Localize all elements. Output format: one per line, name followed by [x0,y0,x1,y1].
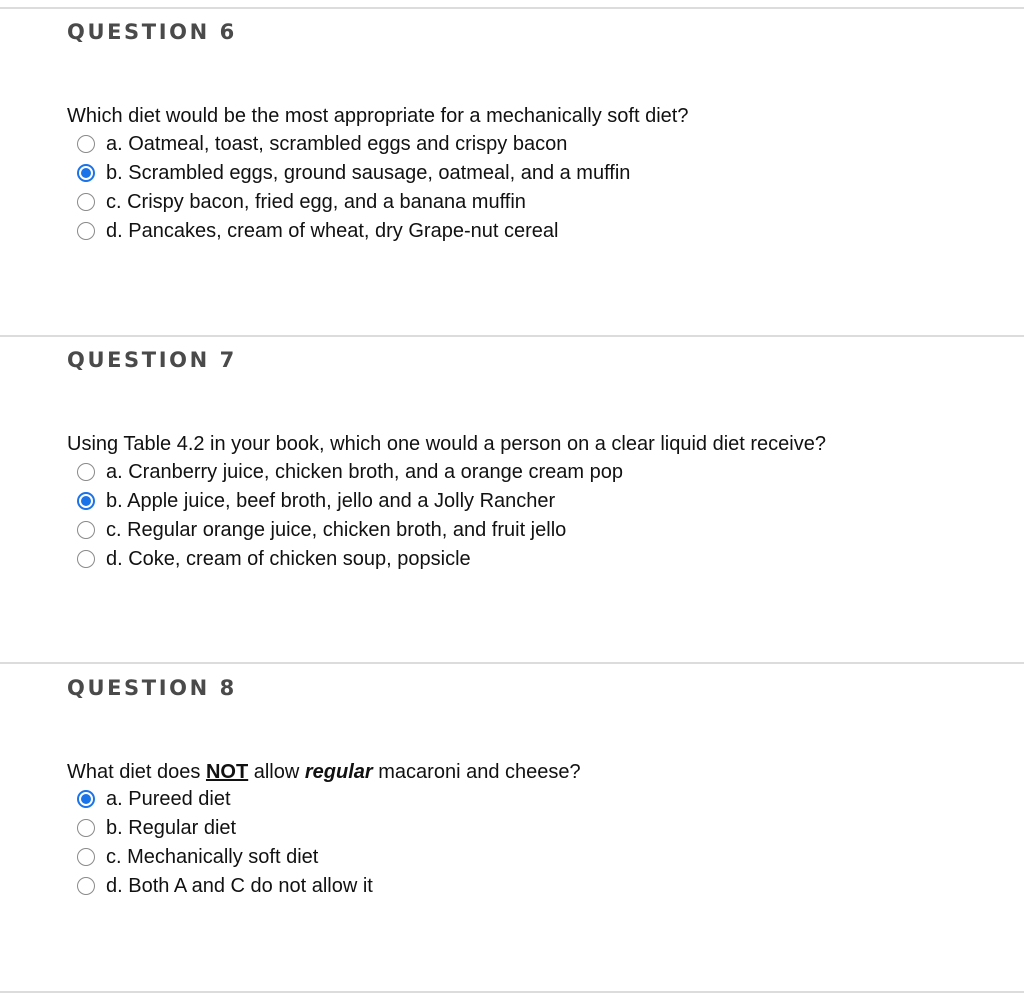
radio-button-icon[interactable] [77,135,95,153]
question-text-emphasis: regular [304,761,373,783]
option-label: c. Regular orange juice, chicken broth, and fruit jello [106,518,567,541]
option-label: c. Mechanically soft diet [106,845,319,868]
radio-button-icon[interactable] [77,222,95,240]
radio-button-icon[interactable] [77,877,95,895]
answer-option-d[interactable] [77,544,623,573]
answer-option-c[interactable] [77,842,373,871]
option-label: a. Cranberry juice, chicken broth, and a orange cream pop [106,460,623,483]
radio-button-icon[interactable] [77,164,95,182]
radio-button-icon[interactable] [77,819,95,837]
option-label: b. Regular diet [106,816,237,839]
radio-button-icon[interactable] [77,492,95,510]
question-text-before: What diet does [67,761,206,783]
radio-button-icon[interactable] [77,521,95,539]
option-label: b. Scrambled eggs, ground sausage, oatmeal, and a muffin [106,161,631,184]
option-label: a. Oatmeal, toast, scrambled eggs and crispy bacon [106,132,568,155]
question-divider [0,662,1024,664]
radio-button-icon[interactable] [77,790,95,808]
radio-button-icon[interactable] [77,848,95,866]
radio-button-icon[interactable] [77,550,95,568]
option-label: d. Pancakes, cream of wheat, dry Grape-nut cereal [106,219,559,242]
answer-option-a[interactable] [77,457,623,486]
option-label: d. Coke, cream of chicken soup, popsicle [106,547,471,570]
question-text-underlined: NOT [205,761,249,783]
question-text-after: macaroni and cheese? [372,761,581,783]
radio-button-icon[interactable] [77,193,95,211]
question-text-middle: allow [248,761,305,783]
question-divider [0,335,1024,337]
answer-options [77,129,630,245]
answer-option-d[interactable] [77,216,630,245]
option-label: d. Both A and C do not allow it [106,874,373,897]
option-label: a. Pureed diet [106,787,231,810]
answer-option-b[interactable] [77,486,623,515]
question-text: Using Table 4.2 in your book, which one would a person on a clear liquid diet receive? [67,433,826,455]
option-label: c. Crispy bacon, fried egg, and a banana muffin [106,190,526,213]
answer-option-a[interactable] [77,784,373,813]
answer-option-c[interactable] [77,515,623,544]
radio-button-icon[interactable] [77,463,95,481]
question-text [67,760,581,784]
option-label: b. Apple juice, beef broth, jello and a Jolly Rancher [106,489,556,512]
question-title: QUESTION 7 [67,348,237,372]
answer-option-a[interactable] [77,129,630,158]
answer-option-b[interactable] [77,158,630,187]
answer-option-d[interactable] [77,871,373,900]
question-text: Which diet would be the most appropriate for a mechanically soft diet? [67,105,689,127]
answer-option-b[interactable] [77,813,373,842]
answer-options [77,457,623,573]
answer-options [77,784,373,900]
question-title: QUESTION 6 [67,20,237,44]
question-title: QUESTION 8 [67,676,237,700]
top-divider [0,7,1024,9]
answer-option-c[interactable] [77,187,630,216]
